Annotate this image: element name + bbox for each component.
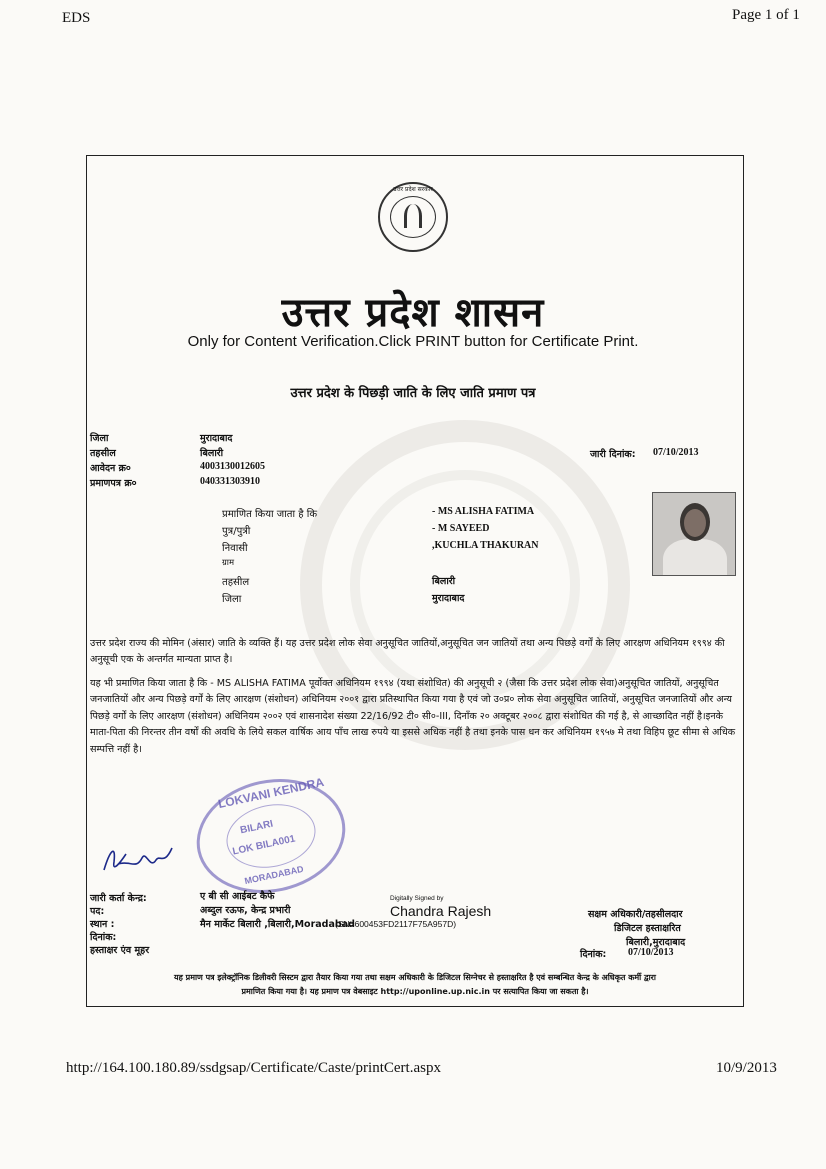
authority-date: 07/10/2013 (628, 947, 674, 958)
detail-label-tehsil: तहसील (222, 577, 250, 588)
footer-date: 10/9/2013 (716, 1060, 777, 1076)
meta-label-district: जिला (90, 433, 109, 444)
issuer-label-post: पद: (90, 906, 105, 917)
issuer-value-center: ए बी सी आईबट कैफे (200, 891, 275, 902)
detail-label-parent: पुत्र/पुत्री (222, 526, 251, 537)
paragraph-1: उत्तर प्रदेश राज्य की मोमिन (अंसार) जाति के व्यक्ति हैं। यह उत्तर प्रदेश लोक सेवा अनुसूचित जातियों,अनुसूचित जन जातियों तथा अन्य पिछड़े वर्गों के लिए आरक्षण अधिनियम १९९४ की अनुसूची एक के अन्तर्गत मान्यता प्राप्त है। (90, 638, 725, 666)
meta-label-application-no: आवेदन क्र० (90, 463, 131, 474)
page-header-right: Page 1 of 1 (732, 7, 800, 23)
issuer-value-place: मैन मार्केट बिलारी ,बिलारी,Moradabad (200, 919, 355, 930)
footnote-line2: प्रमाणित किया गया है। यह प्रमाण पत्र वेबसाइट http://uponline.up.nic.in पर सत्यापित किया जा सकता है। (241, 987, 589, 996)
page-header-left: EDS (62, 10, 91, 26)
paragraph-certification (90, 676, 740, 758)
issuer-value-post: अब्दुल रऊफ, केन्द्र प्रभारी (200, 905, 291, 916)
meta-label-certificate-no: प्रमाणपत्र क्र० (90, 478, 137, 489)
detail-label-district: जिला (222, 594, 242, 605)
paragraph-caste-statement (90, 636, 740, 669)
verification-note: Only for Content Verification.Click PRINT button for Certificate Print. (187, 333, 639, 350)
meta-label-tehsil: तहसील (90, 448, 116, 459)
meta-value-tehsil: बिलारी (200, 448, 224, 459)
issue-date: 07/10/2013 (653, 447, 699, 458)
footer-url: http://164.100.180.89/ssdgsap/Certificate/Caste/printCert.aspx (66, 1060, 441, 1076)
authority-date-label: दिनांक: (580, 949, 607, 960)
detail-label-resident: निवासी (222, 543, 248, 554)
stamp-line2: LOK BILA001 (231, 833, 297, 858)
emblem-text: उत्तर प्रदेश सरकार (393, 186, 433, 193)
issue-date-label: जारी दिनांक: (590, 449, 636, 460)
authority-line1: सक्षम अधिकारी/तहसीलदार (588, 909, 683, 920)
digital-sign-caption: Digitally Signed by (390, 895, 444, 902)
detail-value-parent: - M SAYEED (432, 523, 490, 534)
authority-line2: डिजिटल हस्ताक्षरित (614, 923, 681, 934)
footnote-line1: यह प्रमाण पत्र इलेक्ट्रॉनिक डिलीवरी सिस्टम द्वारा तैयार किया गया तथा सक्षम अधिकारी के डिजिटल सिग्नेचर से हस्ताक्षरित है एवं सम्बन्धित केन्द्र के अधिकृत कर्मी द्वारा (173, 973, 657, 982)
issuer-label-signature: हस्ताक्षर एंव मूहर (90, 945, 150, 956)
meta-value-district: मुरादाबाद (200, 433, 233, 444)
applicant-photo (652, 492, 736, 576)
detail-value-resident: ,KUCHLA THAKURAN (432, 540, 539, 551)
issuer-label-place: स्थान : (90, 919, 115, 930)
detail-label-village: ग्राम (222, 558, 235, 568)
detail-label-certified: प्रमाणित किया जाता है कि (222, 509, 318, 520)
issuer-label-center: जारी कर्ता केन्द्र: (90, 893, 147, 904)
meta-value-certificate-no: 040331303910 (200, 476, 260, 487)
stamp-bottom-text: MORADABAD (243, 863, 305, 887)
stamp-outer-text: LOKVANI KENDRA (216, 774, 326, 812)
handwritten-signature (100, 840, 180, 880)
detail-value-tehsil: बिलारी (432, 576, 456, 587)
page-title: उत्तर प्रदेश शासन (281, 290, 545, 336)
paragraph-2: यह भी प्रमाणित किया जाता है कि - MS ALISHA FATIMA पूर्वोक्त अधिनियम १९९४ (यथा संशोधित) की अनुसूची २ (जैसा कि उत्तर प्रदेश लोक सेवा)अनुसूचित जातियों, अनुसूचित जनजातियों और अन्य पिछड़े वर्गों के लिए आरक्षण (संशोधन) अधिनियम २००१ द्वारा प्रतिस्थापित किया गया है एवं जो उ०प्र० लोक सेवा अनुसूचित जातियों, अनुसूचित जनजातियों और अन्य पिछड़े वर्गों के लिए आरक्षण (संशोधन) अधिनियम २००२ एवं शासनादेश संख्या 22/16/92 टी० सी०-III, दिनाँक २० अक्टूबर २००८ द्वारा संशोधित की गई है, से आच्छादित नहीं है।इनके माता-पिता की निरन्तर तीन वर्षों की अवधि के लिये सकल वार्षिक आय पाँच लाख रुपये या इससे अधिक नहीं है तथा इनके पास धन कर अधिनियम १९५७ मे तथा विहिप छूट सीमा से अधिक सम्पत्ति नहीं है। (90, 678, 736, 755)
detail-value-name: - MS ALISHA FATIMA (432, 506, 535, 517)
authority-line3: बिलारी,मुरादाबाद (626, 937, 686, 948)
digital-sign-name: Chandra Rajesh (390, 903, 492, 919)
meta-value-application-no: 4003130012605 (200, 461, 265, 472)
issuer-label-date: दिनांक: (90, 932, 117, 943)
stamp-line1: BILARI (239, 818, 275, 837)
certificate-title: उत्तर प्रदेश के पिछड़ी जाति के लिए जाति प्रमाण पत्र (290, 386, 536, 401)
detail-value-district: मुरादाबाद (432, 593, 465, 604)
digital-sign-serial: (SN=600453FD2117F75A957D) (335, 919, 457, 929)
